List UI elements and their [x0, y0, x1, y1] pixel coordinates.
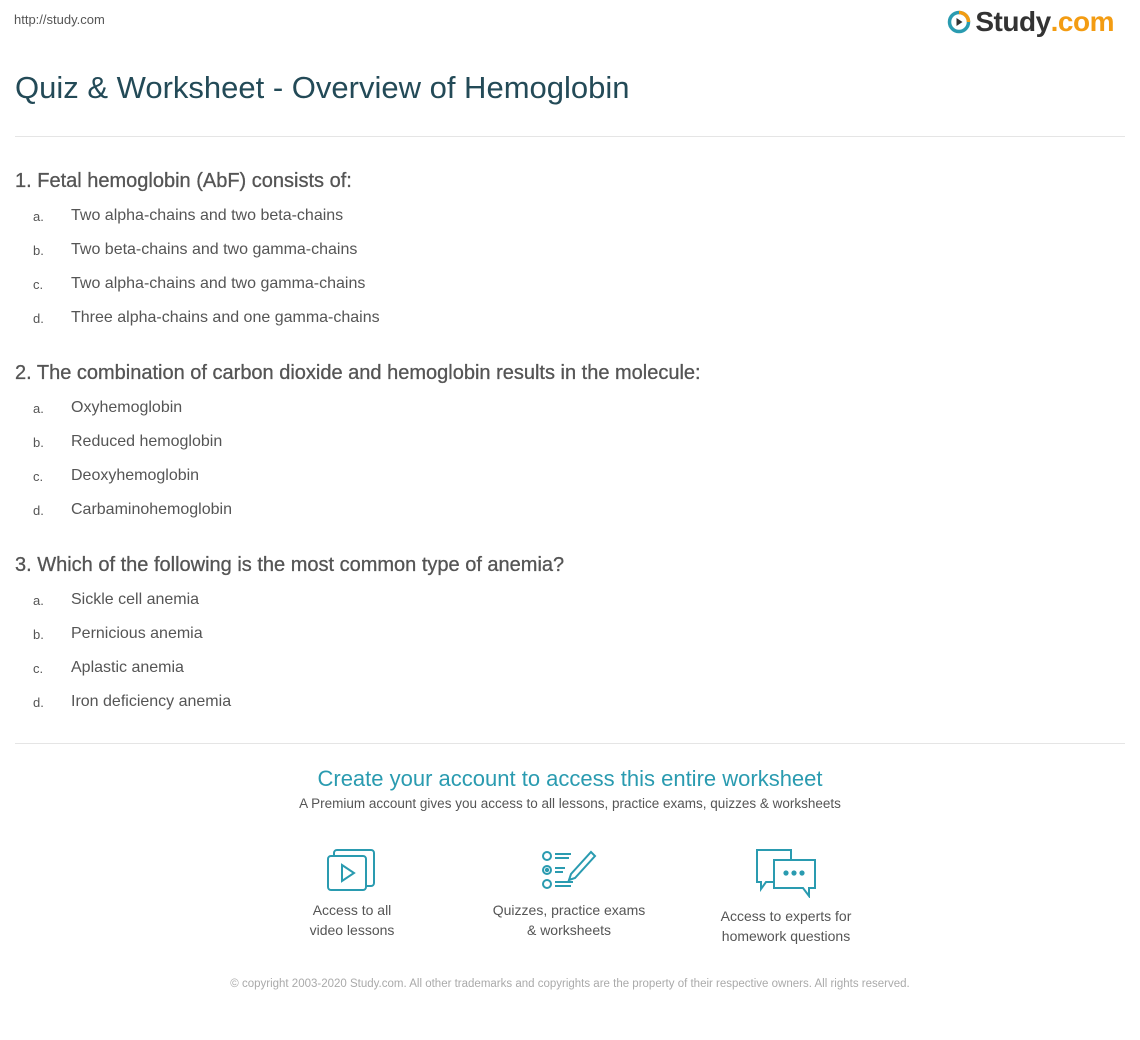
answer-option[interactable] [15, 617, 1115, 651]
divider [15, 136, 1125, 137]
question-text: 1. Fetal hemoglobin (AbF) consists of: [15, 170, 352, 192]
answer-option[interactable] [15, 583, 1115, 617]
feature-line: Quizzes, practice exams [492, 902, 646, 918]
feature-line: homework questions [721, 928, 851, 944]
option-text: Carbaminohemoglobin [71, 501, 232, 518]
option-text: Deoxyhemoglobin [71, 467, 200, 484]
signup-cta [0, 766, 1140, 811]
answer-option[interactable] [15, 685, 1115, 719]
option-letter: d. [33, 310, 44, 326]
option-letter: a. [33, 592, 44, 608]
feature-video-lessons [252, 848, 452, 940]
option-text: Two beta-chains and two gamma-chains [71, 241, 358, 258]
page-title: Quiz & Worksheet - Overview of Hemoglobin [15, 70, 630, 105]
option-text: Two alpha-chains and two gamma-chains [71, 275, 366, 292]
option-text: Three alpha-chains and one gamma-chains [71, 309, 380, 326]
option-letter: c. [33, 276, 44, 292]
cta-subtitle: A Premium account gives you access to all lessons, practice exams, quizzes & worksheets [299, 796, 841, 811]
answer-option[interactable] [15, 425, 1115, 459]
page-url: http://study.com [14, 12, 105, 27]
feature-line: video lessons [309, 922, 395, 938]
question-2 [15, 362, 1115, 527]
video-lessons-icon [326, 848, 378, 892]
option-text: Sickle cell anemia [71, 591, 200, 608]
option-letter: b. [33, 242, 44, 258]
cta-title-link[interactable]: Create your account to access this entire worksheet [317, 766, 823, 791]
option-letter: b. [33, 434, 44, 450]
question-3 [15, 554, 1115, 719]
option-letter: a. [33, 400, 44, 416]
divider [15, 743, 1125, 744]
option-text: Reduced hemoglobin [71, 433, 223, 450]
question-text: 2. The combination of carbon dioxide and hemoglobin results in the molecule: [15, 362, 701, 384]
option-letter: b. [33, 626, 44, 642]
option-letter: c. [33, 468, 44, 484]
copyright-footer: © copyright 2003-2020 Study.com. All other trademarks and copyrights are the property of their respective owners. All rights reserved. [230, 978, 910, 990]
feature-line: Access to all [312, 902, 392, 918]
study-logo[interactable] [947, 6, 1114, 38]
answer-option[interactable] [15, 233, 1115, 267]
logo-suffix: .com [1050, 6, 1114, 37]
question-1 [15, 170, 1115, 335]
feature-experts [686, 848, 886, 946]
quiz-checklist-icon [541, 848, 597, 892]
answer-option[interactable] [15, 301, 1115, 335]
answer-option[interactable] [15, 459, 1115, 493]
option-letter: d. [33, 502, 44, 518]
answer-option[interactable] [15, 199, 1115, 233]
answer-option[interactable] [15, 267, 1115, 301]
option-text: Pernicious anemia [71, 625, 203, 642]
answer-option[interactable] [15, 493, 1115, 527]
option-letter: a. [33, 208, 44, 224]
option-letter: d. [33, 694, 44, 710]
answer-option[interactable] [15, 391, 1115, 425]
chat-bubbles-icon [754, 848, 818, 898]
feature-line: & worksheets [526, 922, 612, 938]
option-text: Iron deficiency anemia [71, 693, 232, 710]
option-text: Aplastic anemia [71, 659, 184, 676]
answer-option[interactable] [15, 651, 1115, 685]
feature-quizzes [469, 848, 669, 940]
logo-text: Study [975, 6, 1051, 37]
option-letter: c. [33, 660, 44, 676]
feature-line: Access to experts for [720, 908, 852, 924]
play-logo-icon [947, 10, 971, 34]
option-text: Two alpha-chains and two beta-chains [71, 207, 344, 224]
option-text: Oxyhemoglobin [71, 399, 183, 416]
question-text: 3. Which of the following is the most common type of anemia? [15, 554, 565, 576]
